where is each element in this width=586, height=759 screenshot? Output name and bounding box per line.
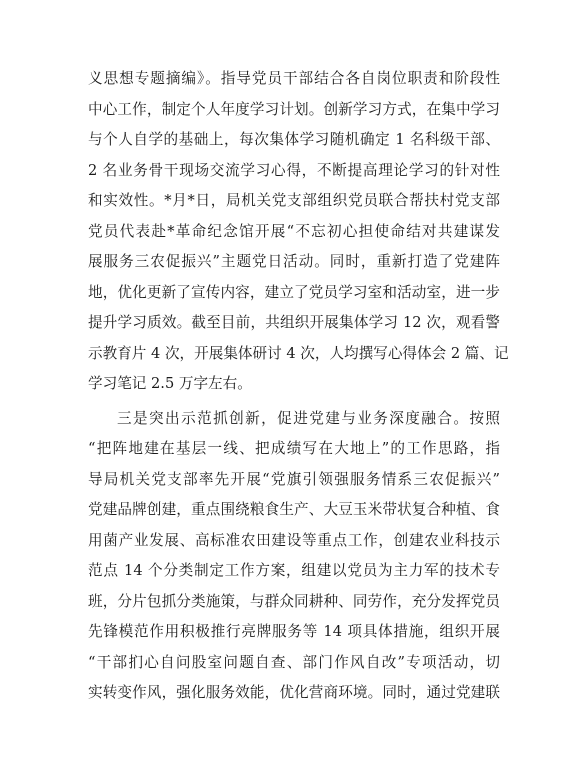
text-line: 范点 14 个分类制定工作方案，组建以党员为主力军的技术专 — [88, 562, 500, 579]
document-body — [88, 64, 509, 709]
text-line: 与个人自学的基础上，每次集体学习随机确定 1 名科级干部、 — [88, 131, 500, 148]
text-line: 先锋模范作用积极推行亮牌服务等 14 项具体措施，组织开展 — [88, 623, 500, 640]
text-line: 和实效性。*月*日，局机关党支部组织党员联合帮扶村党支部 — [88, 192, 500, 209]
text-line: 学习笔记 2.5 万字左右。 — [88, 375, 252, 392]
text-line: “干部扪心自问股室问题自查、部门作风自改”专项活动，切 — [88, 653, 500, 671]
text-line: 三是突出示范抓创新，促进党建与业务深度融合。按照 — [117, 409, 500, 427]
text-line: 地，优化更新了宣传内容，建立了党员学习室和活动室，进一步 — [88, 283, 500, 301]
text-line: “把阵地建在基层一线、把成绩写在大地上”的工作思路，指 — [88, 440, 500, 457]
paragraph-2 — [88, 404, 500, 709]
text-line: 班，分片包抓分类施策，与群众同耕种、同劳作，充分发挥党员 — [88, 592, 500, 610]
text-line: 示教育片 4 次，开展集体研讨 4 次，人均撰写心得体会 2 篇、记 — [88, 344, 509, 362]
text-line: 中心工作，制定个人年度学习计划。创新学习方式，在集中学习 — [88, 100, 500, 118]
text-line: 实转变作风，强化服务效能，优化营商环境。同时，通过党建联 — [88, 684, 500, 701]
text-line: 党建品牌创建，重点围绕粮食生产、大豆玉米带状复合种植、食 — [88, 501, 500, 518]
text-line: 2 名业务骨干现场交流学习心得，不断提高理论学习的针对性 — [88, 161, 500, 179]
paragraph-1 — [88, 64, 509, 400]
text-line: 义思想专题摘编》。指导党员干部结合各自岗位职责和阶段性 — [88, 70, 500, 87]
text-line: 用菌产业发展、高标准农田建设等重点工作，创建农业科技示 — [88, 531, 500, 549]
text-line: 导局机关党支部率先开展“党旗引领强服务情系三农促振兴” — [88, 470, 500, 488]
text-line: 党员代表赴*革命纪念馆开展“不忘初心担使命结对共建谋发 — [88, 222, 500, 240]
text-line: 展服务三农促振兴”主题党日活动。同时，重新打造了党建阵 — [88, 253, 500, 270]
text-line: 提升学习质效。截至目前，共组织开展集体学习 12 次，观看警 — [88, 314, 500, 331]
